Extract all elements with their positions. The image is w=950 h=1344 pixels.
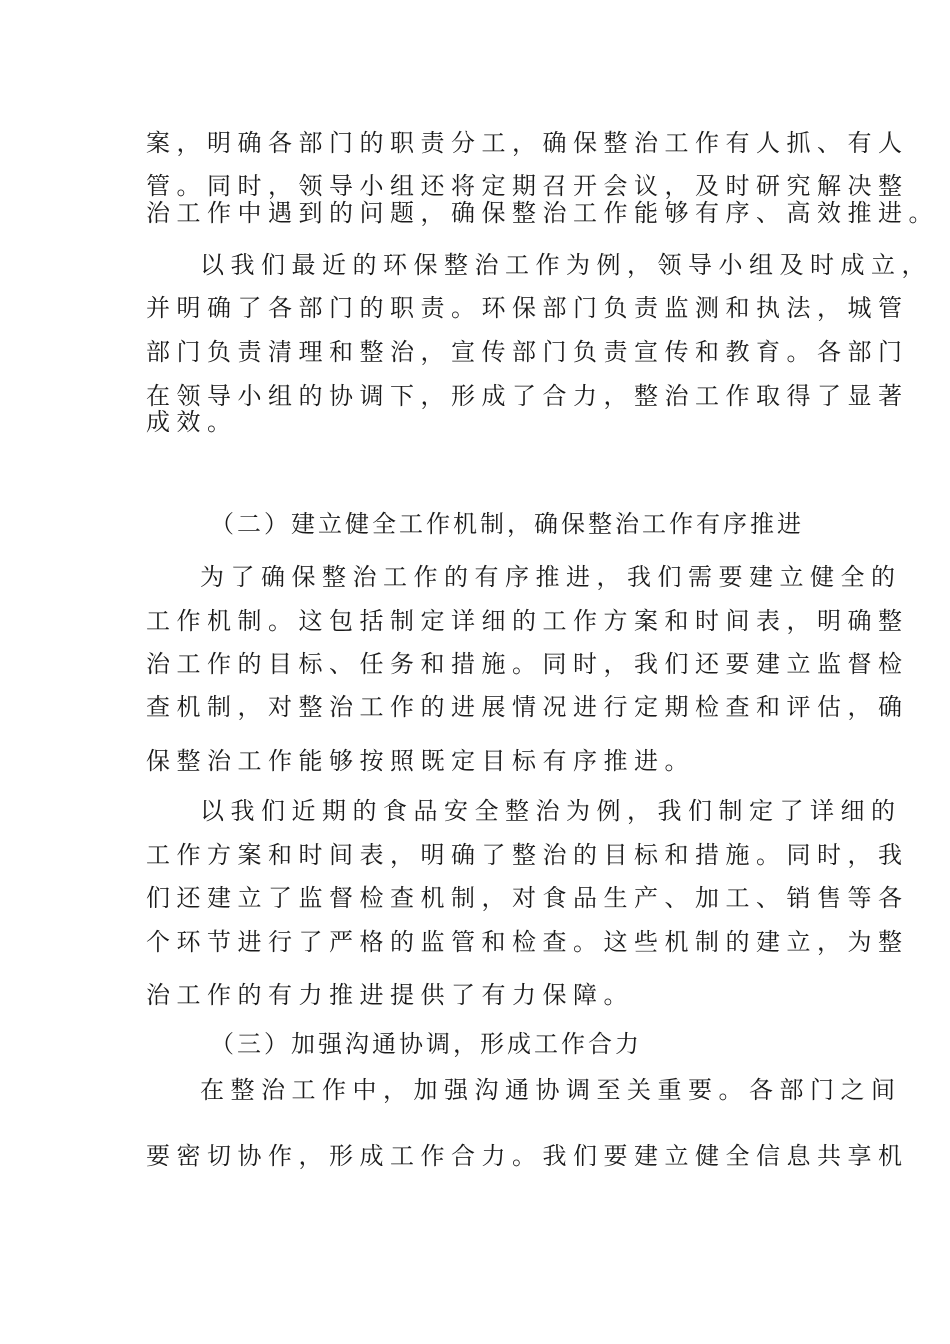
section-heading: （三）加强沟通协调，形成工作合力 <box>210 1030 642 1058</box>
paragraph-line: 管。同时，领导小组还将定期召开会议，及时研究解决整 <box>146 172 909 200</box>
paragraph-line: 工作方案和时间表，明确了整治的目标和措施。同时，我 <box>146 841 909 869</box>
paragraph-line: 以我们最近的环保整治工作为例，领导小组及时成立， <box>200 251 932 279</box>
section-heading: （二）建立健全工作机制，确保整治工作有序推进 <box>210 510 804 538</box>
paragraph-line: 并明确了各部门的职责。环保部门负责监测和执法，城管 <box>146 294 909 322</box>
paragraph-line: 治工作的目标、任务和措施。同时，我们还要建立监督检 <box>146 650 909 678</box>
paragraph-line: 为了确保整治工作的有序推进，我们需要建立健全的 <box>200 563 902 591</box>
paragraph-line: 治工作中遇到的问题，确保整治工作能够有序、高效推进。 <box>146 199 939 227</box>
paragraph-line: 案，明确各部门的职责分工，确保整治工作有人抓、有人 <box>146 129 909 157</box>
paragraph-line: 治工作的有力推进提供了有力保障。 <box>146 981 634 1009</box>
paragraph-line: 在整治工作中，加强沟通协调至关重要。各部门之间 <box>200 1076 902 1104</box>
paragraph-line: 以我们近期的食品安全整治为例，我们制定了详细的 <box>200 797 902 825</box>
paragraph-line: 在领导小组的协调下，形成了合力，整治工作取得了显著 <box>146 382 909 410</box>
paragraph-line: 工作机制。这包括制定详细的工作方案和时间表，明确整 <box>146 607 909 635</box>
paragraph-line: 要密切协作，形成工作合力。我们要建立健全信息共享机 <box>146 1142 909 1170</box>
paragraph-line: 保整治工作能够按照既定目标有序推进。 <box>146 747 695 775</box>
paragraph-line: 成效。 <box>146 408 238 436</box>
paragraph-line: 们还建立了监督检查机制，对食品生产、加工、销售等各 <box>146 884 909 912</box>
paragraph-line: 查机制，对整治工作的进展情况进行定期检查和评估，确 <box>146 693 909 721</box>
paragraph-line: 个环节进行了严格的监管和检查。这些机制的建立，为整 <box>146 928 909 956</box>
paragraph-line: 部门负责清理和整治，宣传部门负责宣传和教育。各部门 <box>146 338 909 366</box>
